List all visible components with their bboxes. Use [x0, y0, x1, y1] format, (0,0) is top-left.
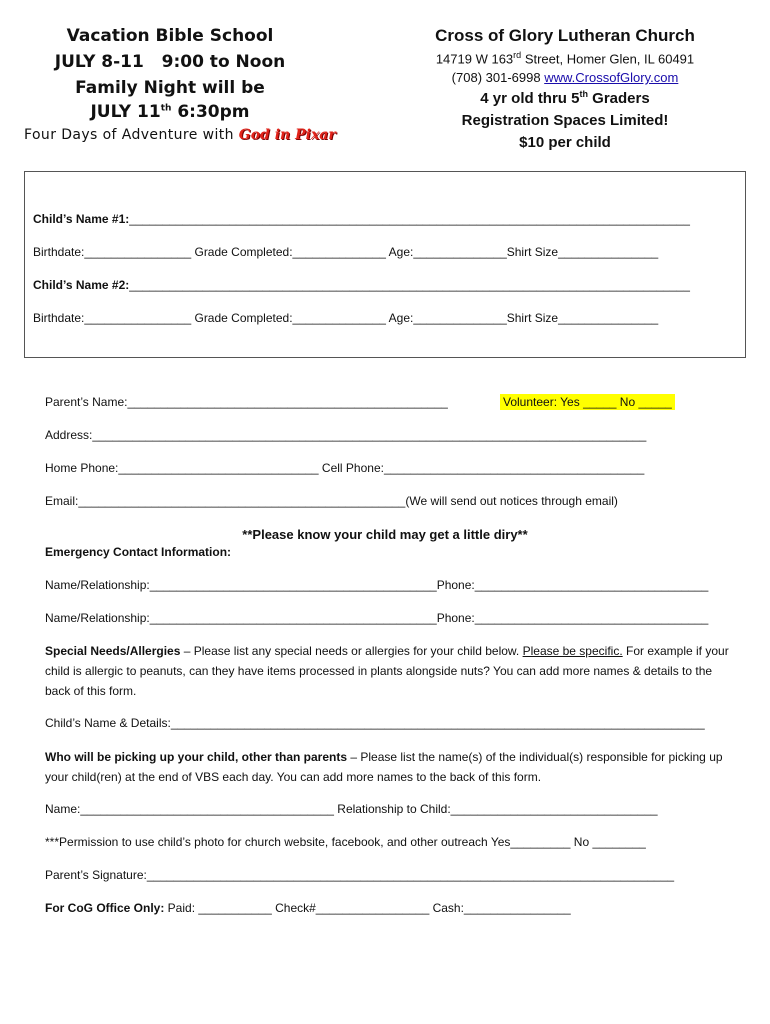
church-phone-line [390, 70, 740, 85]
special-needs-specific: Please be specific. [522, 644, 623, 658]
child2-line: ____________________________________________________________________________________ [129, 278, 690, 292]
emergency-contact-1[interactable]: Name/Relationship:___________________________________________Phone:___________________________________ [45, 578, 709, 592]
price: $10 per child [519, 134, 611, 151]
volunteer-field[interactable]: Volunteer: Yes _____ No _____ [500, 394, 675, 410]
church-name: Cross of Glory Lutheran Church [435, 26, 695, 45]
photo-permission-field[interactable]: ***Permission to use child’s photo for church website, facebook, and other outreach Yes_________ No ________ [45, 835, 646, 849]
child1-line: ____________________________________________________________________________________ [129, 212, 690, 226]
special-needs-text2: For example if your child is allergic to peanuts, can they have items processed in plants alongside nuts? You can add more names & details to the back of this form. [45, 644, 729, 698]
office-label: For CoG Office Only: [45, 901, 165, 915]
pickup-text: – Please list the name(s) of the individual(s) responsible for picking up your child(ren) at the end of VBS each day. You can add more names to the back of this form. [45, 750, 723, 784]
tagline-text: Four Days of Adventure with [24, 127, 234, 143]
church-address [390, 50, 740, 66]
special-needs-instructions [45, 641, 735, 701]
child2-name-field[interactable] [33, 278, 690, 292]
church-phone: (708) 301-6998 [451, 70, 541, 85]
vbs-times-text: 9:00 to Noon [161, 52, 286, 72]
church-website-link[interactable]: www.CrossofGlory.com [544, 70, 679, 85]
family-night: Family Night will be [75, 78, 265, 98]
child-details-field[interactable]: Child’s Name & Details:________________________________________________________________________________ [45, 716, 705, 730]
child1-details-field[interactable]: Birthdate:________________ Grade Completed:______________ Age:______________Shirt Size_______________ [33, 245, 659, 259]
church-address-pre: 14719 W 163 [435, 51, 514, 67]
address-field[interactable]: Address:___________________________________________________________________________________ [45, 428, 647, 442]
grades-line [390, 89, 740, 107]
grades-pre: 4 yr old thru 5 [480, 90, 580, 107]
spaces-limited: Registration Spaces Limited! [461, 112, 669, 129]
theme-logo: God in Pixar [238, 127, 336, 143]
phone-fields[interactable]: Home Phone:______________________________ Cell Phone:_______________________________________ [45, 461, 645, 475]
family-night-time: 6:30pm [177, 102, 250, 122]
special-needs-text1: – Please list any special needs or allergies for your child below. [180, 644, 523, 658]
tagline [24, 127, 336, 143]
vbs-dates-text: JULY 8-11 [54, 52, 144, 72]
child2-details-field[interactable]: Birthdate:________________ Grade Completed:______________ Age:______________Shirt Size_______________ [33, 311, 659, 325]
grades-sup: th [579, 89, 588, 99]
email-field[interactable]: Email:_________________________________________________(We will send out notices through email) [45, 494, 618, 508]
vbs-dates [20, 52, 320, 72]
emergency-contact-2[interactable]: Name/Relationship:___________________________________________Phone:___________________________________ [45, 611, 709, 625]
office-use-row [45, 901, 571, 915]
child1-label: Child’s Name #1: [33, 212, 130, 226]
child-info-box [24, 171, 746, 358]
dirty-notice: **Please know your child may get a little diry** [242, 527, 528, 542]
emergency-heading: Emergency Contact Information: [45, 545, 232, 559]
child1-name-field[interactable] [33, 212, 690, 226]
grades-post: Graders [592, 90, 650, 107]
vbs-title: Vacation Bible School [66, 26, 274, 46]
special-needs-label: Special Needs/Allergies [45, 644, 181, 658]
pickup-name-field[interactable]: Name:______________________________________ Relationship to Child:_______________________________ [45, 802, 658, 816]
church-address-post: Street, Homer Glen, IL 60491 [524, 51, 695, 67]
pickup-instructions [45, 747, 735, 787]
signature-field[interactable]: Parent’s Signature:_______________________________________________________________________________ [45, 868, 675, 882]
child2-label: Child’s Name #2: [33, 278, 130, 292]
family-night-date-sup: th [160, 103, 172, 114]
church-address-sup: rd [513, 50, 522, 60]
office-fields: Paid: ___________ Check#_________________ Cash:________________ [164, 901, 571, 915]
family-night-date [20, 102, 320, 122]
pickup-label: Who will be picking up your child, other than parents [45, 750, 348, 764]
parent-name-field[interactable]: Parent’s Name:________________________________________________ [45, 395, 448, 409]
family-night-date-text: JULY 11 [90, 102, 161, 122]
